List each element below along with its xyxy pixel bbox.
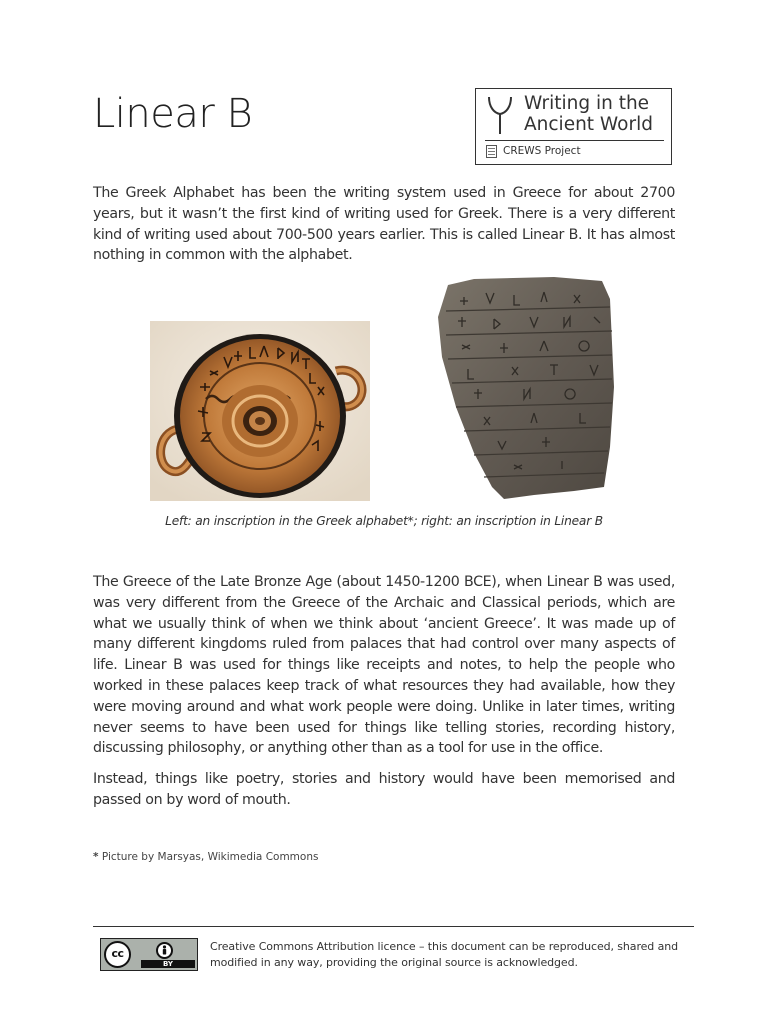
- footer-divider: [93, 926, 694, 927]
- crews-logo: [475, 88, 672, 165]
- crews-y-mark-icon: [486, 95, 514, 135]
- picture-credit-footnote: [93, 850, 318, 865]
- page-title: Linear B: [93, 91, 253, 137]
- intro-paragraph: The Greek Alphabet has been the writing system used in Greece for about 2700 years, but it wasn’t the first kind of writing used for Greek. There is a very different kind of writing used about 700-500 years earlier. This is called Linear B. It has almost nothing in common with the alphabet.: [93, 185, 675, 264]
- footnote-marker: *: [93, 851, 99, 863]
- linear-b-tablet-image: [434, 277, 618, 502]
- by-icon: [141, 941, 195, 968]
- bronze-age-paragraph: The Greece of the Late Bronze Age (about 1450-1200 BCE), when Linear B was used, was very different from the Greece of the Archaic and Classical periods, which are what we usually think of when we think about ‘ancient Greece’. It was made up of many different kingdoms ruled from palaces that had control over many aspects of life. Linear B was used for things like receipts and notes, to help the people who worked in these palaces keep track of what resources they had available, how they were moving around and what work people were doing. Unlike in later times, writing never seems to have been used for things like telling stories, recording history, discussing philosophy, or anything other than as a tool for use in the office.: [93, 574, 675, 757]
- cc-icon: cc: [104, 941, 131, 968]
- greek-kylix-image: [150, 321, 370, 501]
- by-label: BY: [141, 960, 195, 968]
- logo-divider: [485, 140, 664, 141]
- logo-title: Writing in the Ancient World: [524, 93, 653, 135]
- figure-caption: Left: an inscription in the Greek alphabet*; right: an inscription in Linear B: [165, 514, 603, 528]
- cc-by-badge: [100, 938, 198, 971]
- licence-text: Creative Commons Attribution licence – this document can be reproduced, shared and modified in any way, providing the original source is acknowledged.: [210, 940, 678, 969]
- attribution-person-icon: [156, 942, 173, 959]
- tablet-icon: [486, 145, 497, 158]
- oral-tradition-paragraph: Instead, things like poetry, stories and history would have been memorised and passed on by word of mouth.: [93, 771, 675, 808]
- footnote-text: Picture by Marsyas, Wikimedia Commons: [101, 851, 319, 863]
- logo-project-label: CREWS Project: [503, 145, 581, 157]
